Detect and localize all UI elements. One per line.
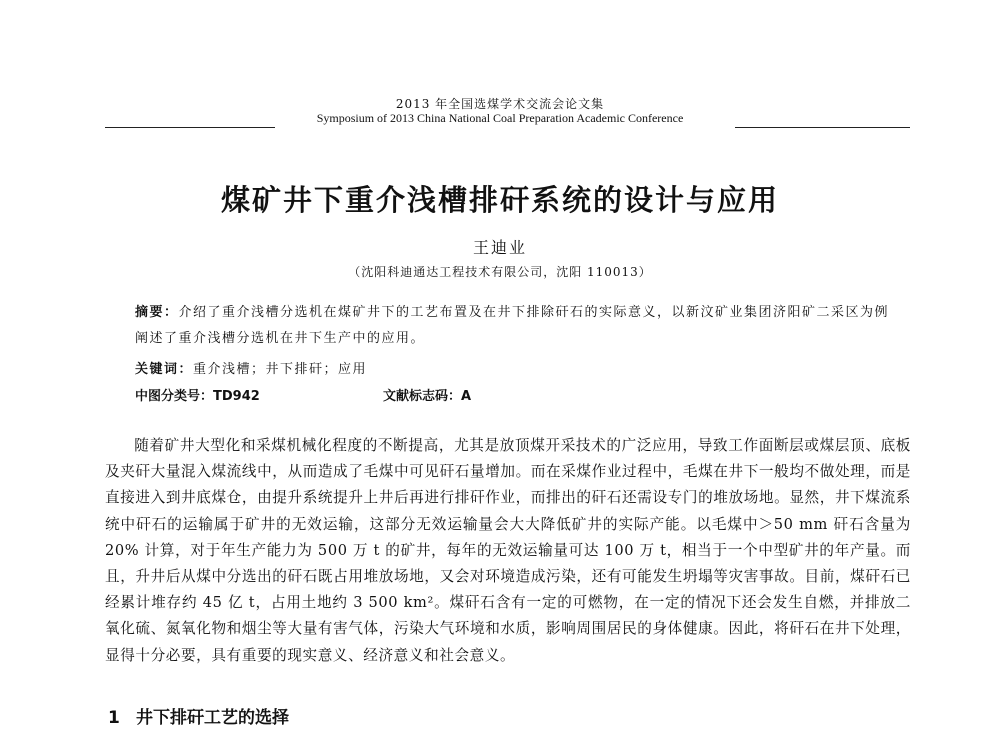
doc-code-value: A	[461, 389, 472, 404]
abstract-label: 摘要：	[135, 305, 179, 320]
author-name: 王迪业	[472, 238, 527, 257]
doc-code-label: 文献标志码：	[383, 389, 462, 404]
author-affiliation: （沈阳科迪通达工程技术有限公司，沈阳 110013）	[348, 265, 652, 279]
header-rule-left	[105, 127, 275, 128]
running-header-cn: 2013 年全国选煤学术交流会论文集	[395, 97, 605, 111]
abstract	[135, 300, 890, 352]
clc-label: 中图分类号：	[135, 389, 214, 404]
section-heading	[108, 703, 289, 728]
keywords-text: 重介浅槽；井下排矸；应用	[193, 362, 368, 377]
clc-value: TD942	[213, 389, 260, 404]
header-rule-right	[735, 127, 910, 128]
classification-line	[135, 385, 890, 404]
document-code	[383, 385, 471, 404]
body-paragraph: 随着矿井大型化和采煤机械化程度的不断提高，尤其是放顶煤开采技术的广泛应用，导致工作面断层或煤层顶、底板及夹矸大量混入煤流线中，从而造成了毛煤中可见矸石量增加。而在采煤作业过程中，毛煤在井下一般均不做处理，而是直接进入到井底煤仓，由提升系统提升上井后再进行排矸作业，而排出的矸石还需设专门的堆放场地。显然，井下煤流系统中矸石的运输属于矿井的无效运输，这部分无效运输量会大大降低矿井的实际产能。以毛煤中＞50 mm 矸石含量为 20% 计算，对于年生产能力为 500 万 t 的矿井，每年的无效运输量可达 100 万 t，相当于一个中型矿井的年产量。而且，升井后从煤中分选出的矸石既占用堆放场地，又会对环境造成污染，还有可能发生坍塌等灾害事故。目前，煤矸石已经累计堆存约 45 亿 t，占用土地约 3 500 km²。煤矸石含有一定的可燃物，在一定的情况下还会发生自燃，并排放二氧化硫、氮氧化物和烟尘等大量有害气体，污染大气环境和水质，影响周围居民的身体健康。因此，将矸石在井下处理，显得十分必要，具有重要的现实意义、经济意义和社会意义。	[105, 437, 911, 664]
keywords-label: 关键词：	[135, 362, 194, 377]
section-title: 井下排矸工艺的选择	[136, 708, 289, 728]
abstract-text: 介绍了重介浅槽分选机在煤矿井下的工艺布置及在井下排除矸石的实际意义，以新汶矿业集团济阳矿二采区为例阐述了重介浅槽分选机在井下生产中的应用。	[135, 305, 890, 346]
section-number: 1	[108, 708, 120, 728]
keywords	[135, 358, 890, 377]
running-header-en: Symposium of 2013 China National Coal Preparation Academic Conference	[316, 111, 684, 125]
paper-title: 煤矿井下重介浅槽排矸系统的设计与应用	[220, 183, 779, 217]
